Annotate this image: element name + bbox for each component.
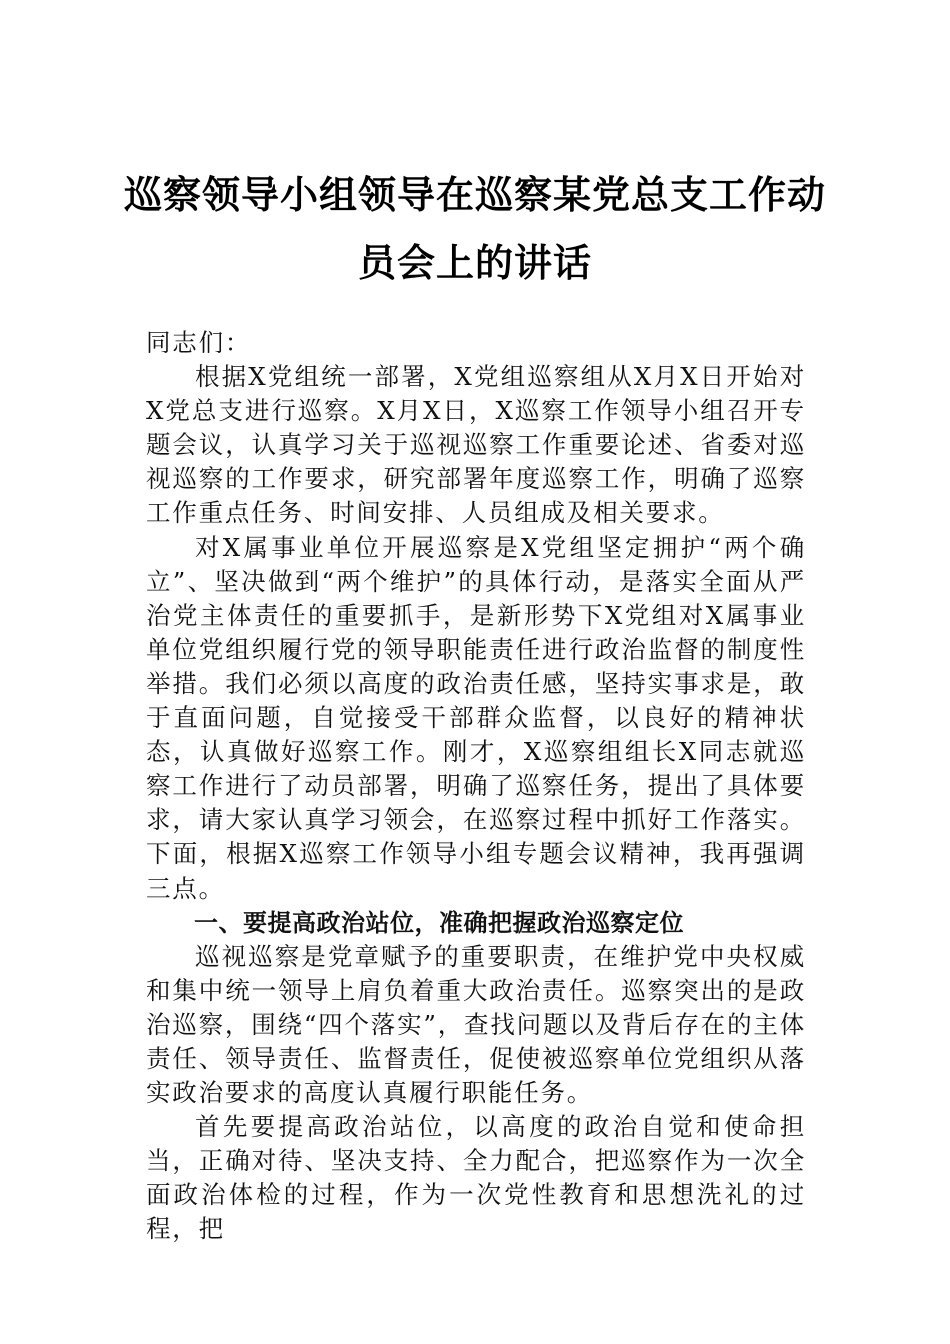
document-body <box>146 326 806 1247</box>
paragraph-2: 对X属事业单位开展巡察是X党组坚定拥护“两个确立”、坚决做到“两个维护”的具体行动，是落实全面从严治党主体责任的重要抓手，是新形势下X党组对X属事业单位党组织履行党的领导职能责任进行政治监督的制度性举措。我们必须以高度的政治责任感，坚持实事求是，敢于直面问题，自觉接受干部群众监督，以良好的精神状态，认真做好巡察工作。刚才，X巡察组组长X同志就巡察工作进行了动员部署，明确了巡察任务，提出了具体要求，请大家认真学习领会，在巡察过程中抓好工作落实。下面，根据X巡察工作领导小组专题会议精神，我再强调三点。 <box>146 532 806 903</box>
document-title-line-2: 员会上的讲话 <box>357 240 592 285</box>
section-heading-1: 一、要提高政治站位，准确把握政治巡察定位 <box>194 908 684 937</box>
section-1-paragraph-1: 巡视巡察是党章赋予的重要职责，在维护党中央权威和集中统一领导上肩负着重大政治责任。巡察突出的是政治巡察，围绕“四个落实”，查找问题以及背后存在的主体责任、领导责任、监督责任，促使被巡察单位党组织从落实政治要求的高度认真履行职能任务。 <box>146 941 806 1108</box>
section-1-paragraph-2: 首先要提高政治站位，以高度的政治自觉和使命担当，正确对待、坚决支持、全力配合，把巡察作为一次全面政治体检的过程，作为一次党性教育和思想洗礼的过程，把 <box>146 1112 806 1244</box>
document-title-line-1: 巡察领导小组领导在巡察某党总支工作动 <box>123 172 826 217</box>
paragraph-1: 根据X党组统一部署，X党组巡察组从X月X日开始对X党总支进行巡察。X月X日，X巡察工作领导小组召开专题会议，认真学习关于巡视巡察工作重要论述、省委对巡视巡察的工作要求，研究部署年度巡察工作，明确了巡察工作重点任务、时间安排、人员组成及相关要求。 <box>146 362 806 528</box>
salutation: 同志们： <box>146 328 252 357</box>
